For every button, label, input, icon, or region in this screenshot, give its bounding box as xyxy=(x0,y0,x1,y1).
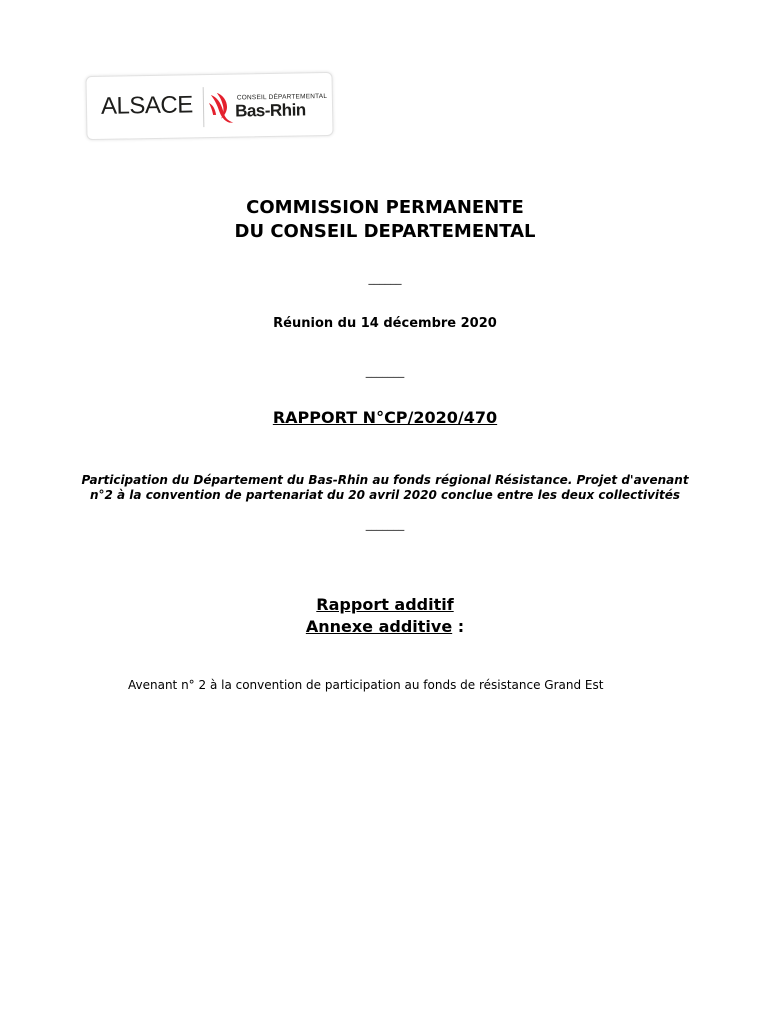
logo-divider xyxy=(203,87,205,127)
title-line-2: DU CONSEIL DEPARTEMENTAL xyxy=(234,221,536,242)
logo-conseil-text: CONSEIL DÉPARTEMENTAL xyxy=(236,92,328,102)
separator-1: ______ xyxy=(368,272,402,285)
commission-title xyxy=(0,196,770,244)
title-line-1: COMMISSION PERMANENTE xyxy=(246,197,524,218)
logo-alsace-text: ALSACE xyxy=(100,91,193,120)
meeting-date: Réunion du 14 décembre 2020 xyxy=(273,316,497,331)
annexe-additive: Annexe additive xyxy=(305,617,453,636)
separator-2: _______ xyxy=(365,365,405,378)
additif-block xyxy=(0,594,770,638)
separator-3: _______ xyxy=(365,518,405,531)
annex-item: Avenant n° 2 à la convention de participation au fonds de résistance Grand Est xyxy=(128,678,604,692)
annexe-colon: : xyxy=(452,617,465,636)
logo-bas-rhin-text: Bas-Rhin xyxy=(234,100,306,121)
report-number: RAPPORT N°CP/2020/470 xyxy=(272,408,498,427)
bas-rhin-mark-icon xyxy=(207,89,238,126)
report-subject: Participation du Département du Bas-Rhin au fonds régional Résistance. Projet d'avenant n°2 à la convention de partenariat du 20 avril 2020 conclue entre les deux collectivités xyxy=(81,473,689,502)
logo-alsace-bas-rhin xyxy=(85,72,333,140)
rapport-additif: Rapport additif xyxy=(316,595,454,614)
